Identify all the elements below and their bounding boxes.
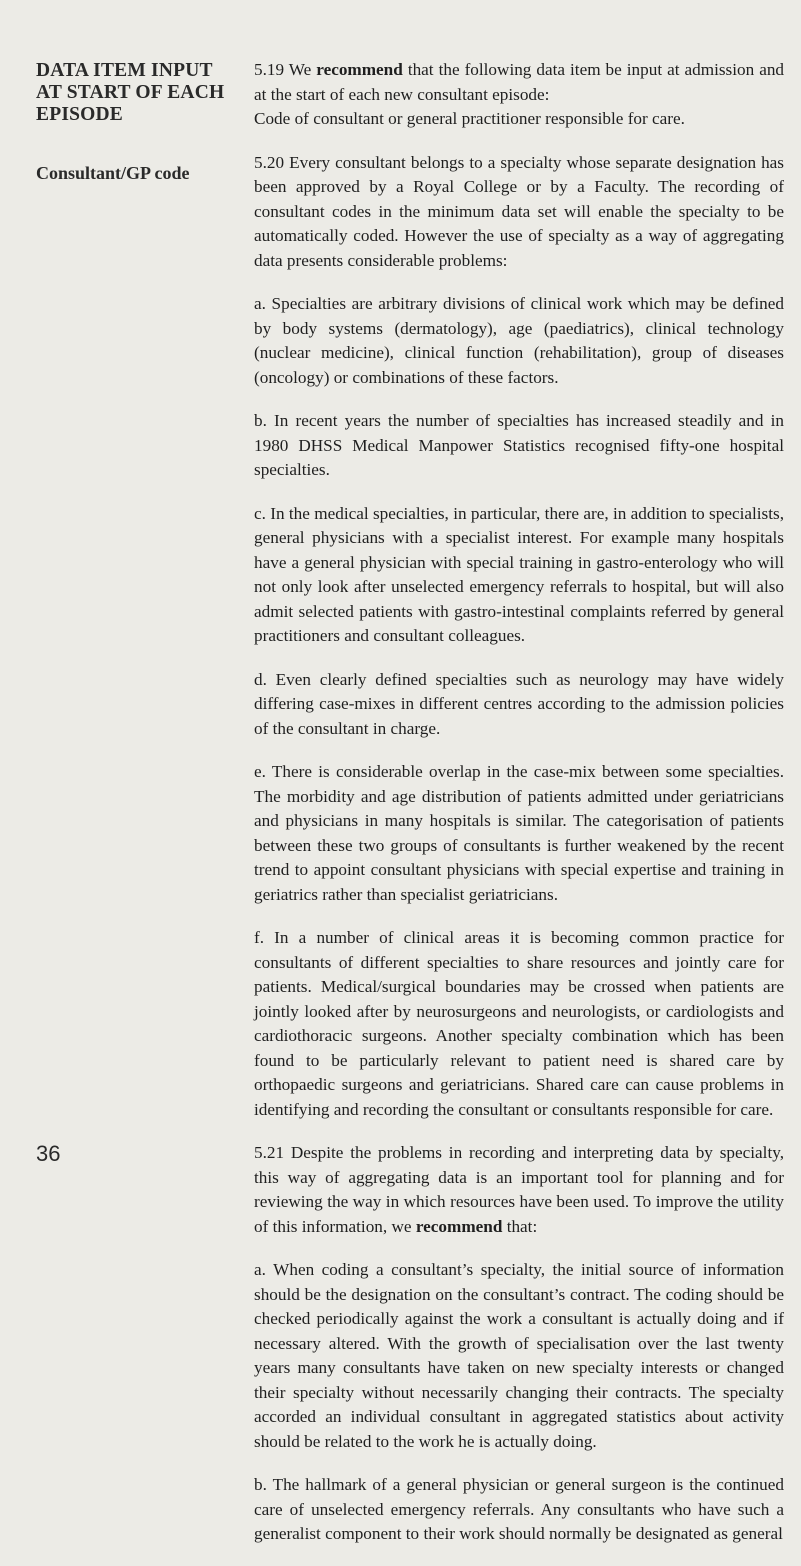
list-item-d: d. Even clearly defined specialties such as neurology may have widely differing case-mixes in different centres according to the admission policies of the consultant in charge. [254,669,784,738]
margin-sidebar [36,60,236,184]
paragraph-5-21 [254,1141,784,1239]
recommendation-item-a: a. When coding a consultant’s specialty, the initial source of information should be the designation on the consultant’s contract. The coding should be checked periodically against the work a consultant is actually doing and if necessary altered. With the growth of specialisation over the last twenty years many consultants have taken on new specialty interests or changed their specialty without necessarily changing their contracts. The specialty accorded an individual consultant in aggregated statistics about activity should be related to the work he is actually doing. [254,1260,784,1451]
page-number: 36 [36,1141,61,1166]
paragraph-text: We [288,60,312,79]
data-item-label: Consultant/GP code [36,163,190,183]
paragraph-5-20: 5.20 Every consultant belongs to a specialty whose separate designation has been approved by a Royal College or by a Faculty. The recording of consultant codes in the minimum data set will enable the specialty to be automatically coded. However the use of specialty as a way of aggregating data presents considerable problems: [254,152,784,270]
body-text [254,58,784,1566]
recommend-emphasis: recommend [316,60,403,79]
list-item-e: e. There is considerable overlap in the case-mix between some specialties. The morbidity and age distribution of patients admitted under geriatricians and physicians in many hospitals is similar. The categorisation of patients between these two groups of consultants is further weakened by the recent trend to appoint consultant physicians with special expertise and training in geriatrics rather than specialist geriatricians. [254,762,784,904]
list-item-a: a. Specialties are arbitrary divisions of clinical work which may be defined by body systems (dermatology), age (paediatrics), clinical technology (nuclear medicine), clinical function (rehabilitation), group of diseases (oncology) or combinations of these factors. [254,294,784,387]
paragraph-text: that: [506,1216,538,1236]
recommendation-item-b: b. The hallmark of a general physician or general surgeon is the continued care of unselected emergency referrals. Any consultants who have such a generalist component to their work should normally be designated as general [254,1475,784,1543]
list-item-b: b. In recent years the number of specialties has increased steadily and in 1980 DHSS Medical Manpower Statistics recognised fifty-one hospital specialties. [254,411,784,479]
recommend-emphasis: recommend [415,1216,503,1236]
paragraph-number: 5.19 [254,60,285,79]
paragraph-5-19 [254,58,784,132]
data-item-definition: Code of consultant or general practitioner responsible for care. [254,109,685,128]
paragraph-text: 5.21 Despite the problems in recording and interpreting data by specialty, this way of aggregating data is an important tool for planning and for reviewing the way in which resources have been used. To improve the utility of this information, we [254,1143,784,1236]
list-item-c: c. In the medical specialties, in particular, there are, in addition to specialists, general physicians with a specialist interest. For example many hospitals have a general physician with special training in gastro-enterology who will not only look after unselected emergency referrals to hospital, but will also admit selected patients with gastro-intestinal complaints referred by general practitioners and consultant colleagues. [254,503,784,645]
paragraph-text: that the following data item be input at admission and at the start of each new consultant episode: [254,60,785,104]
list-item-f: f. In a number of clinical areas it is becoming common practice for consultants of different specialties to share resources and jointly care for patients. Medical/surgical boundaries may be crossed when patients are jointly looked after by neurosurgeons and neurologists, or cardiologists and cardiothoracic surgeons. Another specialty combination which has been found to be particularly relevant to patient need is shared care by orthopaedic surgeons and geriatricians. Shared care can cause problems in identifying and recording the consultant or consultants responsible for care. [254,928,784,1119]
section-heading: DATA ITEM INPUT AT START OF EACH EPISODE [36,60,225,125]
